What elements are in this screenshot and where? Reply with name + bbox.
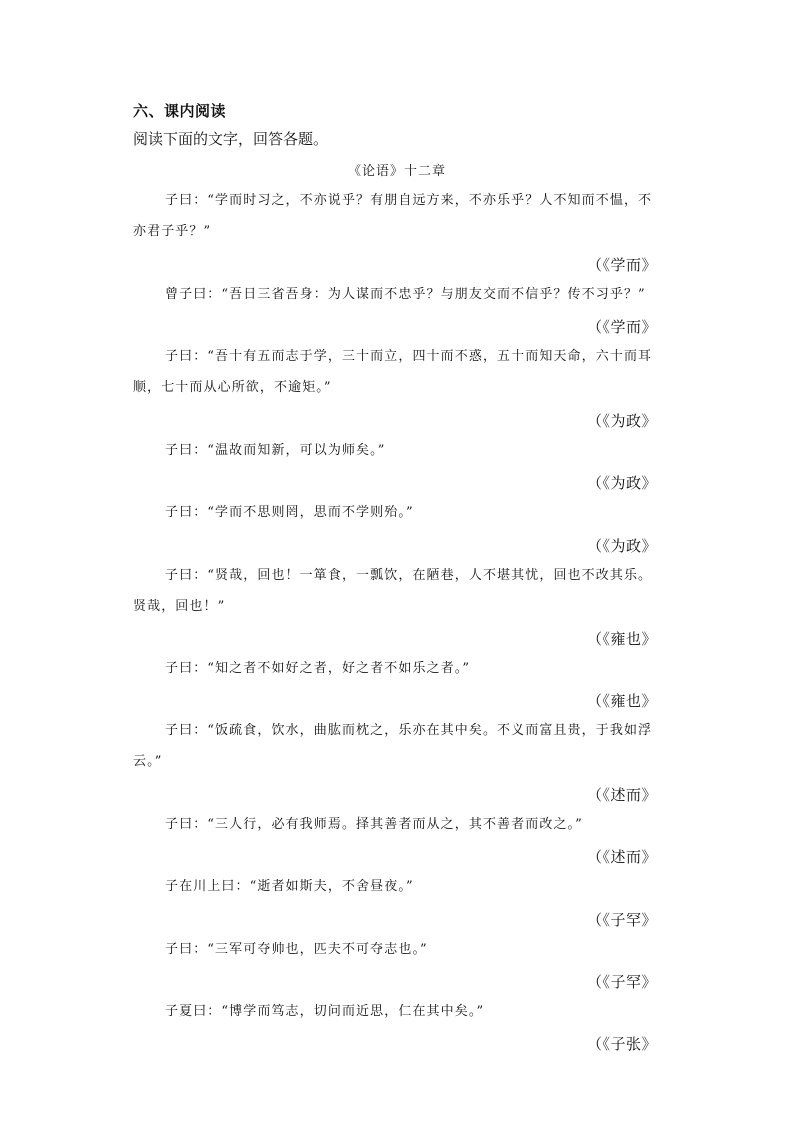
- passage-title: 《论语》十二章: [347, 164, 446, 179]
- passage-8: 子曰：“饭疏食，饮水，曲肱而枕之，乐亦在其中矣。不义而富且贵，于我如浮云。”: [133, 723, 653, 769]
- passage-11-source: （《子罕》: [586, 973, 657, 991]
- passage-4-source: （《为政》: [586, 474, 657, 492]
- passage-4: 子曰：“温故而知新，可以为师矣。”: [165, 443, 386, 458]
- passage-5-source: （《为政》: [586, 537, 657, 555]
- passage-3-source: （《为政》: [586, 412, 657, 430]
- passage-10: 子在川上曰：“逝者如斯夫，不舍昼夜。”: [165, 879, 414, 894]
- passage-6-source: （《雍也》: [586, 630, 657, 648]
- passage-12-source: （《子张》: [586, 1035, 657, 1053]
- passage-11: 子曰：“三军可夺帅也，匹夫不可夺志也。”: [165, 942, 428, 957]
- passage-1: 子曰：“学而时习之，不亦说乎？有朋自远方来，不亦乐乎？人不知而不愠，不亦君子乎？”: [133, 193, 653, 239]
- passage-1-source: （《学而》: [586, 256, 657, 274]
- passage-7: 子曰：“知之者不如好之者，好之者不如乐之者。”: [165, 661, 471, 676]
- passage-7-source: （《雍也》: [586, 692, 657, 710]
- passage-10-source: （《子罕》: [586, 911, 657, 929]
- section-heading: 六、课内阅读: [133, 102, 227, 120]
- instruction-text: 阅读下面的文字，回答各题。: [133, 130, 329, 148]
- passage-2: 曾子曰：“吾日三省吾身：为人谋而不忠乎？与朋友交而不信乎？传不习乎？”: [165, 287, 646, 302]
- passage-12: 子夏曰：“博学而笃志，切问而近思，仁在其中矣。”: [165, 1004, 485, 1019]
- passage-8-source: （《述而》: [586, 786, 657, 804]
- passage-3: 子曰：“吾十有五而志于学，三十而立，四十而不惑，五十而知天命，六十而耳顺，七十而从心所欲，不逾矩。”: [133, 349, 653, 395]
- passage-5: 子曰：“学而不思则罔，思而不学则殆。”: [165, 505, 414, 520]
- passage-6: 子曰：“贤哉，回也！一箪食，一瓢饮，在陋巷，人不堪其忧，回也不改其乐。贤哉，回也！”: [133, 568, 653, 614]
- passage-9-source: （《述而》: [586, 848, 657, 866]
- passage-9: 子曰：“三人行，必有我师焉。择其善者而从之，其不善者而改之。”: [165, 817, 583, 832]
- passage-2-source: （《学而》: [586, 318, 657, 336]
